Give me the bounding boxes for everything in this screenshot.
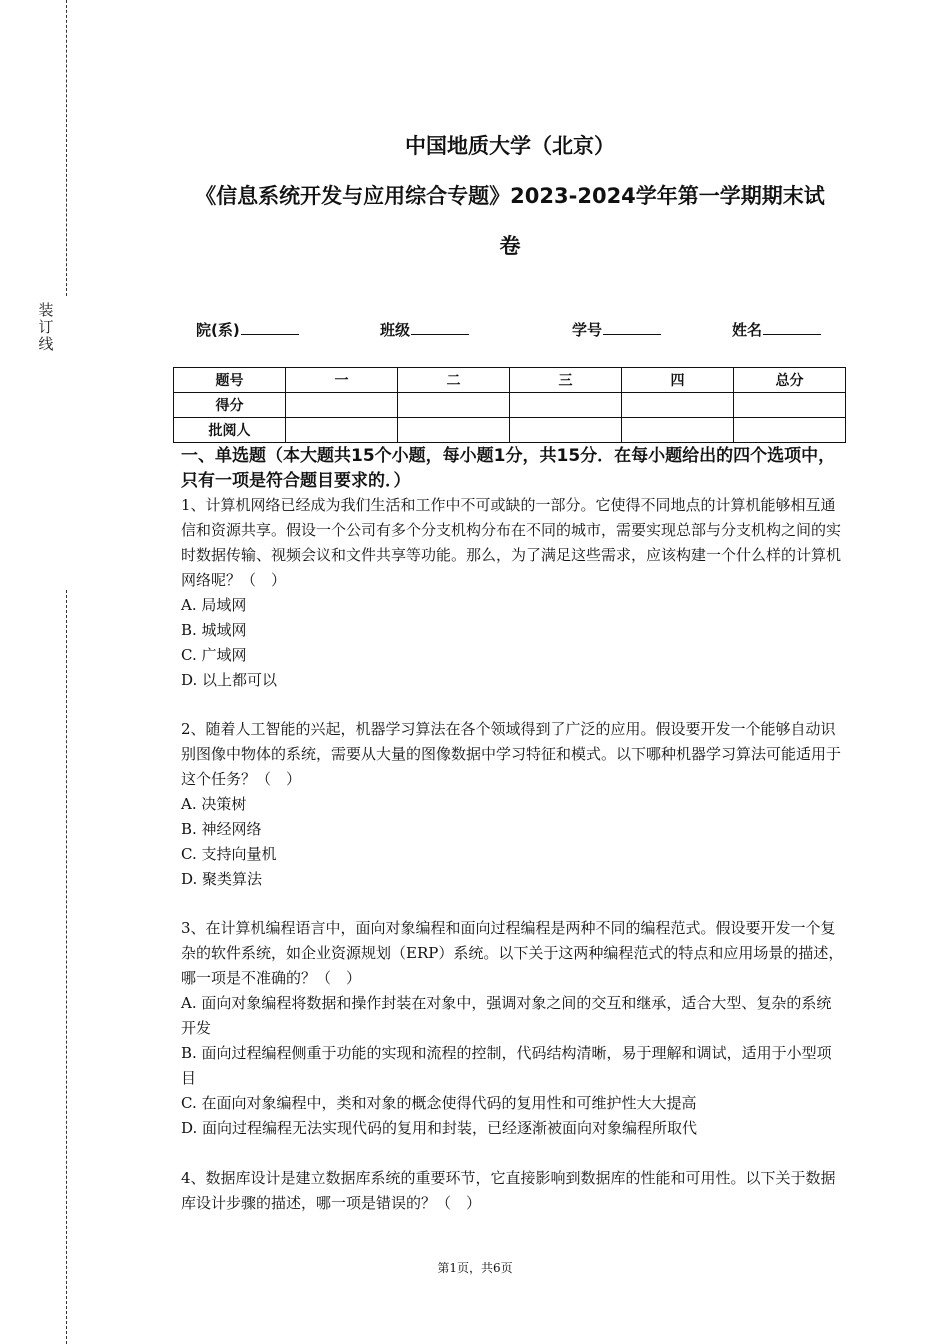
table-cell: 总分 bbox=[734, 368, 846, 393]
table-cell[interactable] bbox=[398, 393, 510, 418]
table-cell[interactable] bbox=[734, 418, 846, 443]
option-c[interactable]: C. 支持向量机 bbox=[181, 845, 277, 863]
name-blank[interactable] bbox=[763, 318, 821, 335]
option-a[interactable]: A. 面向对象编程将数据和操作封装在对象中，强调对象之间的交互和继承，适合大型、复杂的系统开发 bbox=[181, 994, 832, 1037]
university-title: 中国地质大学（北京） bbox=[405, 134, 615, 158]
table-cell[interactable] bbox=[734, 393, 846, 418]
student-id-blank[interactable] bbox=[603, 318, 661, 335]
table-cell: 一 bbox=[286, 368, 398, 393]
table-cell: 四 bbox=[622, 368, 734, 393]
exam-title: 《信息系统开发与应用综合专题》2023-2024学年第一学期期末试 bbox=[195, 184, 825, 208]
option-d[interactable]: D. 聚类算法 bbox=[181, 870, 263, 888]
score-table-score-row bbox=[174, 393, 846, 418]
department-label: 院(系) bbox=[196, 321, 240, 339]
table-cell[interactable] bbox=[622, 418, 734, 443]
binding-char: 装 bbox=[38, 301, 54, 319]
student-id-label: 学号 bbox=[572, 321, 603, 339]
student-info-row bbox=[0, 318, 950, 342]
binding-char: 线 bbox=[38, 335, 54, 353]
table-cell: 三 bbox=[510, 368, 622, 393]
table-cell[interactable] bbox=[398, 418, 510, 443]
score-table-header-row bbox=[174, 368, 846, 393]
table-cell[interactable] bbox=[622, 393, 734, 418]
page-number: 第1页，共6页 bbox=[437, 1261, 513, 1275]
class-blank[interactable] bbox=[411, 318, 469, 335]
table-cell[interactable] bbox=[510, 418, 622, 443]
option-d[interactable]: D. 以上都可以 bbox=[181, 671, 278, 689]
option-c[interactable]: C. 在面向对象编程中，类和对象的概念使得代码的复用性和可维护性大大提高 bbox=[181, 1094, 697, 1112]
question-3 bbox=[181, 916, 845, 1141]
name-label: 姓名 bbox=[732, 321, 763, 339]
table-cell[interactable] bbox=[286, 418, 398, 443]
option-c[interactable]: C. 广域网 bbox=[181, 646, 247, 664]
option-b[interactable]: B. 神经网络 bbox=[181, 820, 262, 838]
binding-line-top bbox=[66, 0, 67, 296]
table-cell[interactable] bbox=[286, 393, 398, 418]
option-b[interactable]: B. 面向过程编程侧重于功能的实现和流程的控制，代码结构清晰，易于理解和调试，适用于小型项目 bbox=[181, 1044, 832, 1087]
department-field[interactable] bbox=[196, 318, 299, 340]
class-field[interactable] bbox=[380, 318, 469, 340]
score-table-grader-row bbox=[174, 418, 846, 443]
section-heading: 一、单选题（本大题共15个小题，每小题1分，共15分．在每小题给出的四个选项中，只有一项是符合题目要求的．） bbox=[181, 446, 836, 491]
class-label: 班级 bbox=[380, 321, 411, 339]
table-cell: 二 bbox=[398, 368, 510, 393]
table-cell: 得分 bbox=[174, 393, 286, 418]
binding-char: 订 bbox=[38, 318, 54, 336]
score-table bbox=[173, 367, 846, 443]
name-field[interactable] bbox=[732, 318, 821, 340]
option-b[interactable]: B. 城域网 bbox=[181, 621, 247, 639]
question-stem: 3、在计算机编程语言中，面向对象编程和面向过程编程是两种不同的编程范式。假设要开发一个复杂的软件系统，如企业资源规划（ERP）系统。以下关于这两种编程范式的特点和应用场景的描述，哪一项是不准确的？（ ） bbox=[181, 919, 844, 987]
question-stem: 2、随着人工智能的兴起，机器学习算法在各个领域得到了广泛的应用。假设要开发一个能够自动识别图像中物体的系统，需要从大量的图像数据中学习特征和模式。以下哪种机器学习算法可能适用于这个任务？（ ） bbox=[181, 720, 842, 788]
table-cell: 批阅人 bbox=[174, 418, 286, 443]
question-stem: 1、计算机网络已经成为我们生活和工作中不可或缺的一部分。它使得不同地点的计算机能够相互通信和资源共享。假设一个公司有多个分支机构分布在不同的城市，需要实现总部与分支机构之间的实时数据传输、视频会议和文件共享等功能。那么，为了满足这些需求，应该构建一个什么样的计算机网络呢？（ ） bbox=[181, 496, 842, 589]
option-a[interactable]: A. 局域网 bbox=[181, 596, 247, 614]
table-cell[interactable] bbox=[510, 393, 622, 418]
option-a[interactable]: A. 决策树 bbox=[181, 795, 247, 813]
binding-line-bottom bbox=[66, 590, 67, 1344]
question-4 bbox=[181, 1166, 845, 1216]
table-cell: 题号 bbox=[174, 368, 286, 393]
question-1 bbox=[181, 493, 845, 693]
student-id-field[interactable] bbox=[572, 318, 661, 340]
exam-title-continued: 卷 bbox=[499, 234, 521, 258]
option-d[interactable]: D. 面向过程编程无法实现代码的复用和封装，已经逐渐被面向对象编程所取代 bbox=[181, 1119, 698, 1137]
question-stem: 4、数据库设计是建立数据库系统的重要环节，它直接影响到数据库的性能和可用性。以下关于数据库设计步骤的描述，哪一项是错误的？（ ） bbox=[181, 1169, 836, 1212]
question-2 bbox=[181, 717, 845, 892]
department-blank[interactable] bbox=[241, 318, 299, 335]
